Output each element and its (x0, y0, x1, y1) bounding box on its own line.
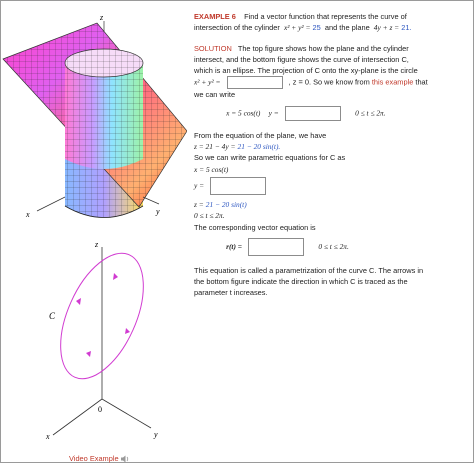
curve-arrow-2 (125, 328, 130, 334)
and-plane: and the plane (324, 23, 370, 33)
example-prompt: Find a vector function that represents the curve of (244, 12, 407, 21)
t-range-1: 0 ≤ t ≤ 2π. (355, 108, 386, 118)
we-can-write: we can write (194, 90, 236, 100)
x-eq-1: x = 5 cos(t) (226, 108, 261, 118)
param-x: x = 5 cos(t) (194, 164, 229, 174)
that-text: that (415, 77, 428, 87)
curve-arrow-3 (113, 273, 118, 280)
conclusion-1: This equation is called a parametrization of the curve C. The arrows in (194, 265, 424, 275)
figures-svg (1, 1, 187, 462)
plane-eq: 4y + z = (373, 23, 400, 33)
solution-line-1: The top figure shows how the plane and the cylinder (237, 43, 409, 53)
solution-line-3: which is an ellipse. The projection of C onto the xy-plane is the circle (194, 66, 418, 76)
from-plane: From the equation of the plane, we have (194, 130, 327, 140)
top-x-label: x (26, 210, 30, 219)
curve-arrow-4 (76, 298, 81, 305)
video-example-label: Video Example (69, 454, 119, 463)
example-text (194, 11, 466, 299)
bottom-figure (44, 240, 161, 441)
curve-arrow-1 (86, 351, 91, 357)
bottom-y-label: y (154, 430, 158, 439)
z-eq-a: z = 21 − 4y = (194, 142, 236, 152)
cylinder-value: 25 (312, 23, 321, 33)
top-y-label: y (156, 207, 160, 216)
figures-column (1, 1, 187, 462)
param-z-b: 21 − 20 sin(t) (205, 199, 247, 209)
cylinder-eq: x² + y² = (283, 23, 311, 33)
vector-intro: The corresponding vector equation is (194, 222, 316, 232)
curve-label: C (49, 311, 56, 321)
speaker-icon (121, 454, 130, 463)
bottom-z-label: z (95, 240, 99, 249)
circle-rest: , z = 0. So we know from (288, 77, 370, 87)
conclusion-3: parameter t increases. (194, 288, 268, 298)
top-x-axis (37, 197, 65, 211)
r-answer-input[interactable] (248, 238, 304, 256)
param-t: 0 ≤ t ≤ 2π. (194, 211, 225, 221)
prompt-cont: intersection of the cylinder (194, 23, 280, 33)
param-intro: So we can write parametric equations for C as (194, 153, 346, 163)
conclusion-2: the bottom figure indicate the direction in which C is traced as the (194, 277, 408, 287)
bottom-x-axis (53, 399, 102, 435)
upper-cylinder (65, 49, 143, 169)
circle-answer-input[interactable] (227, 76, 283, 89)
y-eq-1: y = (268, 108, 279, 118)
plane-value: 21. (401, 23, 412, 33)
bottom-y-axis (102, 399, 151, 428)
example-link[interactable]: this example (371, 77, 414, 87)
bottom-x-label: x (46, 432, 50, 441)
video-example-link[interactable] (69, 454, 130, 463)
y-answer-input-1[interactable] (285, 106, 341, 121)
origin-label: 0 (98, 405, 102, 414)
param-z-a: z = (194, 199, 204, 209)
r-eq: r(t) = (226, 241, 242, 251)
t-range-2: 0 ≤ t ≤ 2π. (318, 241, 349, 251)
solution-line-2: intersect, and the bottom figure shows the curve of intersection C, (194, 54, 409, 64)
y-answer-input-2[interactable] (210, 177, 266, 195)
circle-eq: x² + y² = (194, 77, 221, 87)
top-z-label: z (100, 13, 104, 22)
solution-label: SOLUTION (194, 43, 232, 53)
top-figure (3, 13, 187, 219)
top-y-axis (143, 197, 159, 204)
z-eq-b: 21 − 20 sin(t). (237, 142, 281, 152)
param-y: y = (194, 180, 205, 190)
example-heading: EXAMPLE 6 (194, 12, 236, 21)
